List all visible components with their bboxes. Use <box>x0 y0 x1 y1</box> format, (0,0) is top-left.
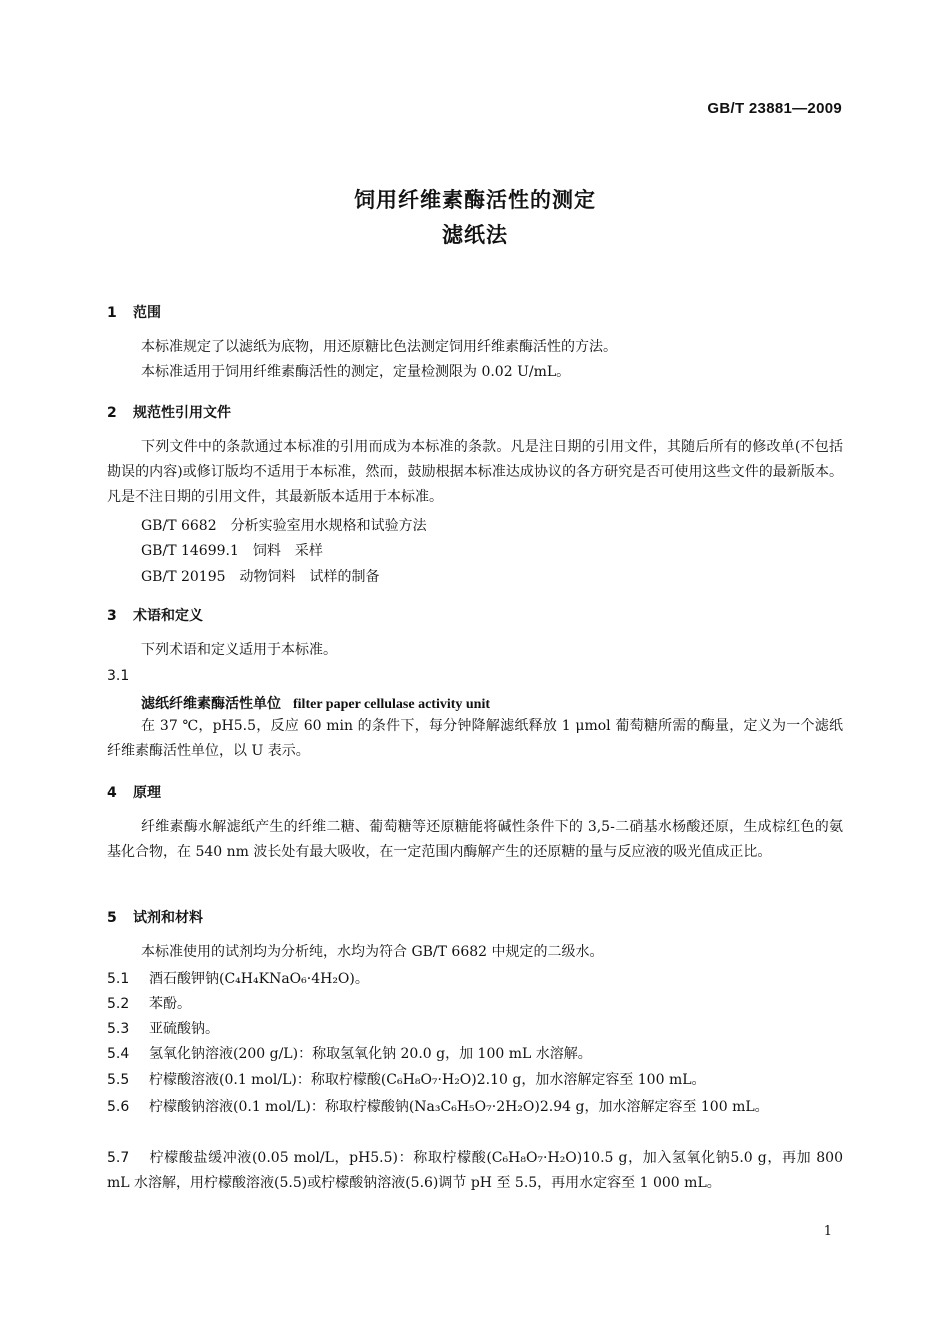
item-text: 柠檬酸钠溶液(0.1 mol/L)：称取柠檬酸钠(Na₃C₆H₅O₇·2H₂O)2.94 g，加水溶解定容至 100 mL。 <box>149 1099 769 1115</box>
term-definition: 在 37 ℃，pH5.5，反应 60 min 的条件下，每分钟降解滤纸释放 1 μmol 葡萄糖所需的酶量，定义为一个滤纸纤维素酶活性单位，以 U 表示。 <box>107 718 843 759</box>
paragraph: 本标准规定了以滤纸为底物，用还原糖比色法测定饲用纤维素酶活性的方法。 <box>141 339 617 355</box>
page-number: 1 <box>823 1224 832 1239</box>
item-number: 5.6 <box>107 1099 130 1115</box>
document-subtitle: 滤纸法 <box>442 223 508 247</box>
subclause-number: 3.1 <box>107 668 130 684</box>
normative-reference <box>141 566 380 586</box>
section-number: 3 <box>107 608 117 624</box>
document-title: 饲用纤维素酶活性的测定 <box>354 188 596 212</box>
section-number: 2 <box>107 405 117 421</box>
term-chinese: 滤纸纤维素酶活性单位 <box>141 696 281 712</box>
paragraph: 本标准使用的试剂均为分析纯，水均为符合 GB/T 6682 中规定的二级水。 <box>141 944 604 960</box>
item-text: 酒石酸钾钠(C₄H₄KNaO₆·4H₂O)。 <box>149 971 369 987</box>
item-text: 亚硫酸钠。 <box>149 1021 219 1037</box>
item-number: 5.7 <box>107 1150 130 1166</box>
item-text: 氢氧化钠溶液(200 g/L)：称取氢氧化钠 20.0 g，加 100 mL 水溶解。 <box>149 1046 592 1062</box>
reagent-item <box>107 1146 843 1196</box>
item-number: 5.2 <box>107 996 130 1012</box>
item-number: 5.1 <box>107 971 130 987</box>
item-text: 柠檬酸溶液(0.1 mol/L)：称取柠檬酸(C₆H₈O₇·H₂O)2.10 g，加水溶解定容至 100 mL。 <box>149 1072 706 1088</box>
reference-code: GB/T 14699.1 <box>141 543 239 559</box>
paragraph: 下列文件中的条款通过本标准的引用而成为本标准的条款。凡是注日期的引用文件，其随后所有的修改单(不包括勘误的内容)或修订版均不适用于本标准，然而，鼓励根据本标准达成协议的各方研究是否可使用这些文件的最新版本。凡是不注日期的引用文件，其最新版本适用于本标准。 <box>107 439 843 505</box>
reagent-item <box>107 1095 843 1120</box>
section-title: 试剂和材料 <box>133 910 203 926</box>
section-number: 5 <box>107 910 117 926</box>
section-heading-1 <box>107 302 161 322</box>
standard-number: GB/T 23881—2009 <box>707 100 842 117</box>
section-heading-4 <box>107 782 161 802</box>
reference-title: 分析实验室用水规格和试验方法 <box>230 518 427 534</box>
section-number: 4 <box>107 785 117 801</box>
normative-reference <box>141 515 427 535</box>
reagent-item <box>107 967 843 992</box>
paragraph: 下列术语和定义适用于本标准。 <box>141 642 337 658</box>
section-title: 原理 <box>133 785 161 801</box>
item-text: 苯酚。 <box>149 996 191 1012</box>
paragraph: 纤维素酶水解滤纸产生的纤维二糖、葡萄糖等还原糖能将碱性条件下的 3,5-二硝基水杨酸还原，生成棕红色的氨基化合物，在 540 nm 波长处有最大吸收，在一定范围内酶解产生的还原糖的量与反应液的吸光值成正比。 <box>107 819 843 860</box>
paragraph: 本标准适用于饲用纤维素酶活性的测定，定量检测限为 0.02 U/mL。 <box>141 364 571 380</box>
reagent-item <box>107 1017 843 1042</box>
term-english: filter paper cellulase activity unit <box>293 697 491 712</box>
section-heading-2 <box>107 402 231 422</box>
section-number: 1 <box>107 305 117 321</box>
item-text: 柠檬酸盐缓冲液(0.05 mol/L，pH5.5)：称取柠檬酸(C₆H₈O₇·H₂O)10.5 g，加入氢氧化钠5.0 g，再加 800 mL 水溶解，用柠檬酸溶液(5.5)或柠檬酸钠溶液(5.6)调节 pH 至 5.5，再用水定容至 1 000 mL。 <box>107 1150 843 1191</box>
item-number: 5.3 <box>107 1021 130 1037</box>
term-entry <box>141 693 490 713</box>
reference-code: GB/T 20195 <box>141 569 226 585</box>
section-heading-5 <box>107 907 203 927</box>
normative-reference <box>141 540 323 560</box>
item-number: 5.5 <box>107 1072 130 1088</box>
reagent-item <box>107 1068 843 1093</box>
reference-title: 动物饲料 试样的制备 <box>239 569 380 585</box>
reagent-item <box>107 992 843 1017</box>
section-title: 术语和定义 <box>133 608 203 624</box>
section-heading-3 <box>107 605 203 625</box>
section-title: 范围 <box>133 305 161 321</box>
reference-title: 饲料 采样 <box>252 543 323 559</box>
section-title: 规范性引用文件 <box>133 405 231 421</box>
reagent-item <box>107 1042 843 1067</box>
item-number: 5.4 <box>107 1046 130 1062</box>
reference-code: GB/T 6682 <box>141 518 217 534</box>
